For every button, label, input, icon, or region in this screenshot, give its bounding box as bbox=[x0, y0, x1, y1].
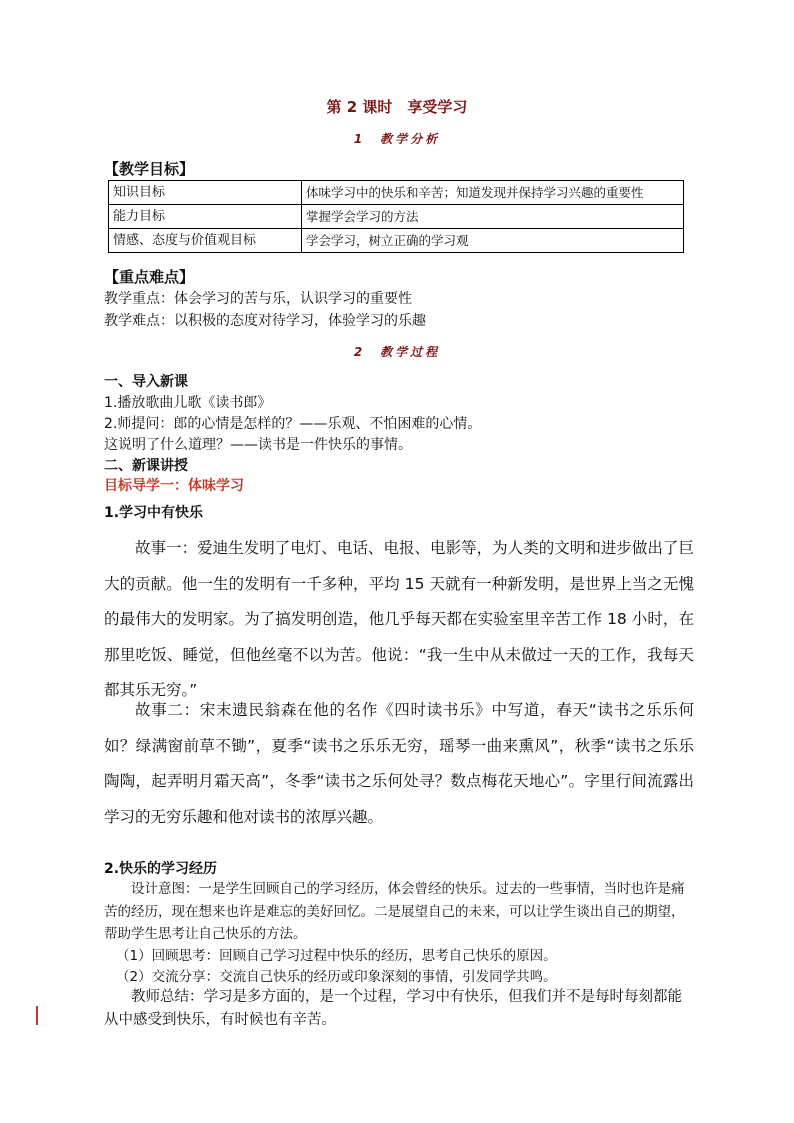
part1-line: 2.师提问：郎的心情是怎样的？——乐观、不怕困难的心情。 bbox=[104, 416, 482, 432]
story-two: 故事二：宋末遗民翁森在他的名作《四时读书乐》中写道，春天“读书之乐乐何如？绿满窗前草不锄”，夏季“读书之乐乐无穷，瑶琴一曲来熏风”，秋季“读书之乐乐陶陶，起弄明月霜天高”，冬季“读书之乐何处寻？数点梅花天地心”。字里行间流露出学习的无穷乐趣和他对读书的浓厚兴趣。 bbox=[104, 701, 694, 826]
table-row bbox=[109, 229, 684, 253]
margin-marker bbox=[36, 1006, 38, 1025]
story-one: 故事一：爱迪生发明了电灯、电话、电报、电影等，为人类的文明和进步做出了巨大的贡献。他一生的发明有一千多种，平均 15 天就有一种新发明，是世界上当之无愧的最伟大的发明家。为了搞发明创造，他几乎每天都在实验室里辛苦工作 18 小时，在那里吃饭、睡觉，但他丝毫不以为苦。他说：“我一生中从未做过一天的工作，我每天都其乐无穷。” bbox=[104, 539, 694, 699]
key-points-heading: 【重点难点】 bbox=[104, 268, 195, 286]
part1-line: 1.播放歌曲儿歌《读书郎》 bbox=[104, 395, 272, 411]
step-share: （2）交流分享：交流自己快乐的经历或印象深刻的事情，引发同学共鸣。 bbox=[116, 969, 557, 985]
key-point: 教学重点：体会学习的苦与乐，认识学习的重要性 bbox=[104, 291, 412, 307]
step-review: （1）回顾思考：回顾自己学习过程中快乐的经历，思考自己快乐的原因。 bbox=[116, 948, 557, 964]
section-heading-analysis: 1 教学分析 bbox=[353, 132, 441, 146]
part1-heading: 一、导入新课 bbox=[104, 374, 188, 390]
goals-heading: 【教学目标】 bbox=[104, 160, 195, 178]
difficult-point: 教学难点：以积极的态度对待学习，体验学习的乐趣 bbox=[104, 313, 426, 329]
part2-heading: 二、新课讲授 bbox=[104, 458, 188, 474]
goals-table bbox=[108, 180, 684, 253]
teacher-summary: 教师总结：学习是多方面的，是一个过程，学习中有快乐，但我们并不是每时每刻都能从中感受到快乐，有时候也有辛苦。 bbox=[104, 989, 682, 1028]
design-intent: 设计意图：一是学生回顾自己的学习经历，体会曾经的快乐。过去的一些事情，当时也许是痛苦的经历，现在想来也许是难忘的美好回忆。二是展望自己的未来，可以让学生谈出自己的期望，帮助学生思考让自己快乐的方法。 bbox=[104, 881, 685, 942]
part1-line: 这说明了什么道理？——读书是一件快乐的事情。 bbox=[104, 437, 412, 453]
subheading-joy: 1.学习中有快乐 bbox=[104, 505, 204, 521]
table-row bbox=[109, 205, 684, 229]
goal-value: 学会学习，树立正确的学习观 bbox=[302, 229, 684, 253]
goal-label: 情感、态度与价值观目标 bbox=[109, 229, 302, 253]
goal-label: 知识目标 bbox=[109, 181, 302, 205]
section-heading-process: 2 教学过程 bbox=[353, 345, 441, 359]
page-title: 第 2 课时 享受学习 bbox=[326, 98, 468, 116]
goal-value: 掌握学会学习的方法 bbox=[302, 205, 684, 229]
table-row bbox=[109, 181, 684, 205]
subheading-experience: 2.快乐的学习经历 bbox=[104, 861, 218, 877]
goal-value: 体味学习中的快乐和辛苦；知道发现并保持学习兴趣的重要性 bbox=[302, 181, 684, 205]
goal-label: 能力目标 bbox=[109, 205, 302, 229]
target-heading: 目标导学一：体味学习 bbox=[104, 478, 244, 494]
